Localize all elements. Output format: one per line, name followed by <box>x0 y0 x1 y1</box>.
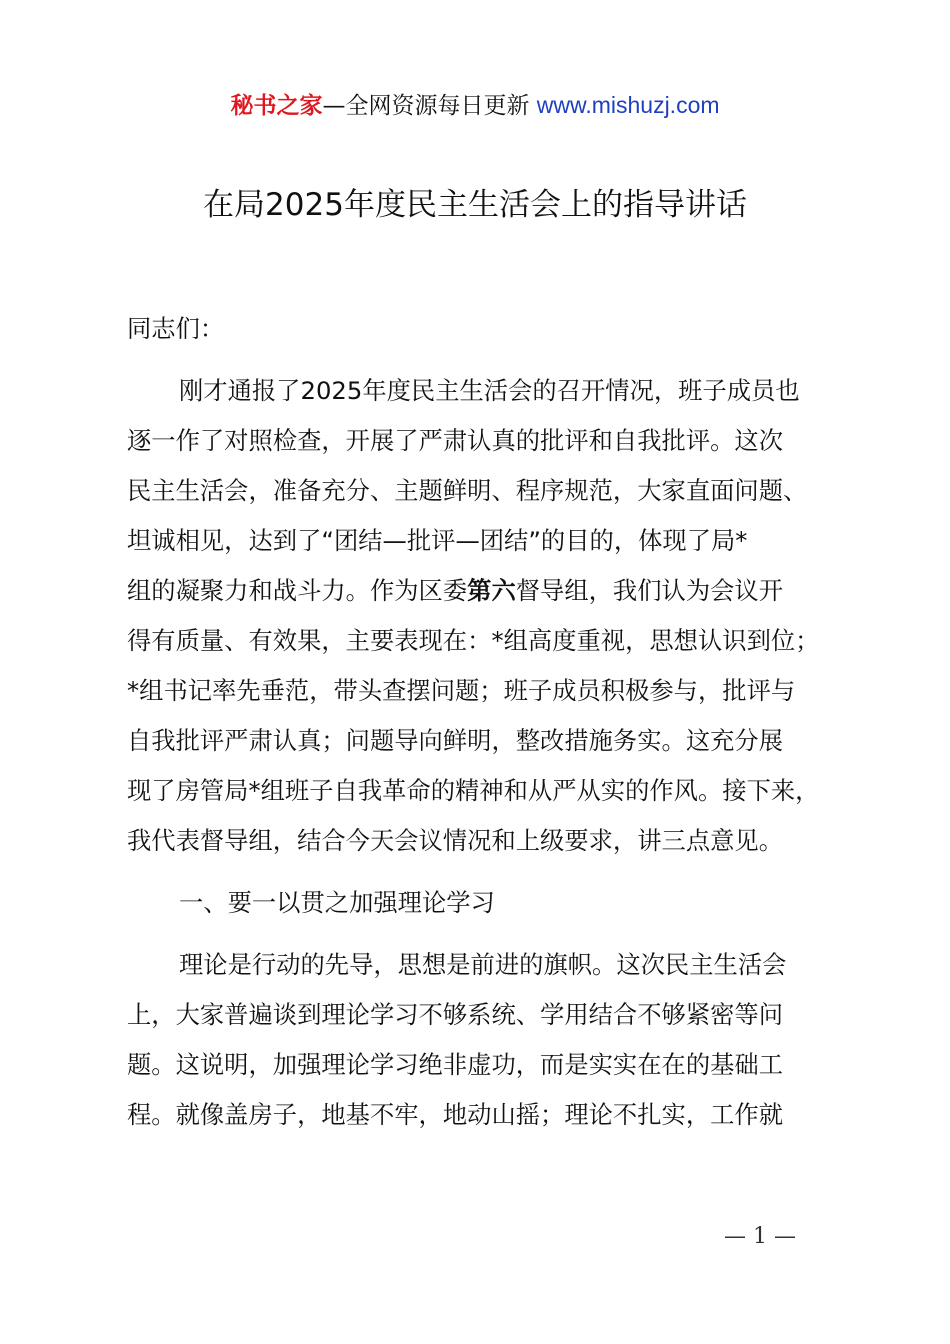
paragraph-line: 我代表督导组，结合今天会议情况和上级要求，讲三点意见。 <box>127 826 784 855</box>
paragraph-line: 坦诚相见，达到了“团结—批评—团结”的目的，体现了局* <box>127 526 748 555</box>
section-heading: 一、要一以贯之加强理论学习 <box>179 888 495 917</box>
site-banner <box>0 88 950 123</box>
paragraph-line: 程。就像盖房子，地基不牢，地动山摇；理论不扎实，工作就 <box>127 1100 784 1129</box>
paragraph-line: 题。这说明，加强理论学习绝非虚功，而是实实在在的基础工 <box>127 1050 784 1079</box>
paragraph-line: 现了房管局*组班子自我革命的精神和从严从实的作风。接下来， <box>127 776 820 805</box>
paragraph-line: 刚才通报了2025年度民主生活会的召开情况，班子成员也 <box>179 376 800 405</box>
document-title: 在局2025年度民主生活会上的指导讲话 <box>203 187 747 223</box>
page-number: — 1 — <box>724 1224 796 1249</box>
salutation: 同志们： <box>127 314 225 343</box>
site-tagline: —全网资源每日更新 <box>322 93 530 119</box>
paragraph-line: *组书记率先垂范，带头查摆问题；班子成员积极参与，批评与 <box>127 676 796 705</box>
paragraph-intro <box>127 366 857 866</box>
bold-emphasis: 第六 <box>467 576 516 605</box>
paragraph-line: 组的凝聚力和战斗力。作为区委第六督导组，我们认为会议开 <box>127 576 784 605</box>
paragraph-line: 自我批评严肃认真；问题导向鲜明，整改措施务实。这充分展 <box>127 726 784 755</box>
site-url-link[interactable]: www.mishuzj.com <box>536 92 720 118</box>
site-brand: 秘书之家 <box>230 93 323 119</box>
paragraph-line: 上，大家普遍谈到理论学习不够系统、学用结合不够紧密等问 <box>127 1000 784 1029</box>
paragraph-line: 民主生活会，准备充分、主题鲜明、程序规范，大家直面问题、 <box>127 476 808 505</box>
paragraph-line: 理论是行动的先导，思想是前进的旗帜。这次民主生活会 <box>179 950 787 979</box>
paragraph-line: 得有质量、有效果，主要表现在：*组高度重视，思想认识到位； <box>127 626 820 655</box>
paragraph-line: 逐一作了对照检查，开展了严肃认真的批评和自我批评。这次 <box>127 426 784 455</box>
paragraph-theory <box>127 940 857 1140</box>
